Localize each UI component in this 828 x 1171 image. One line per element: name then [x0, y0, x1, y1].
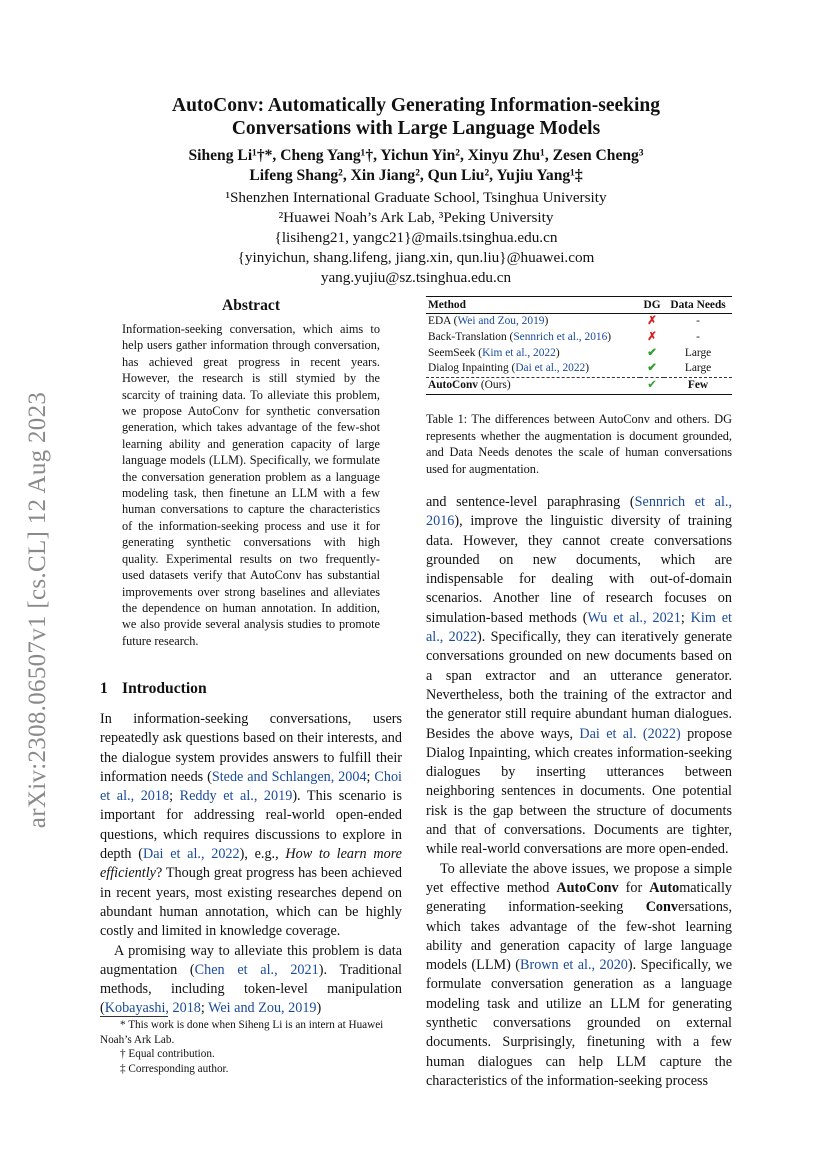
dg-cross-icon: ✗	[647, 330, 657, 343]
author-list	[100, 146, 732, 186]
data-needs-cell: Large	[684, 346, 712, 359]
text-run: ), e.g.,	[239, 846, 286, 863]
email-2: {yinyichun, shang.lifeng, jiang.xin, qun.liu}@huawei.com	[237, 249, 595, 266]
citation-link[interactable]: Dai et al., 2022	[142, 846, 240, 863]
method-name: SeemSeek	[428, 346, 476, 359]
right-paragraph-1: and sentence-level paraphrasing (Sennrich et al., 2016), improve the linguistic diversity of training data. However, they cannot create conversations grounded on new documents, which are indispensable for dealing with out-of-domain scenarios. Another line of research focuses on simulation-based methods (Wu et al., 2021; Kim et al., 2022). Specifically, they can iteratively generate conversations grounded on new documents based on a span extractor and an utterance generator. Nevertheless, both the training of the extractor and the generator still require abundant human dialogues. Besides the above ways, Dai et al. (2022) propose Dialog Inpainting, which creates information-seeking dialogues by inserting utterances between neighboring sentences in documents. One potential risk is the gap between the structure of documents and that of conversations. Documents are tighter, while real-world conversations are more open-ended.	[426, 494, 732, 858]
intro-paragraph-2: A promising way to alleviate this problem is data augmentation (Chen et al., 2021). Traditional methods, including token-level manipulation (Kobayashi, 2018; Wei and Zou, 2019)	[100, 942, 402, 1017]
dg-check-icon: ✔	[640, 378, 664, 395]
citation-link[interactable]: Chen et al., 2021	[194, 961, 319, 978]
citation-link[interactable]: Dai et al. (2022)	[579, 725, 681, 742]
ours-label: Ours	[484, 379, 507, 392]
method-name: EDA	[428, 315, 451, 327]
method-name: Back-Translation	[428, 330, 507, 343]
text-run: To alleviate the above issues, we propose a simple yet effective method	[426, 860, 732, 896]
method-cell: EDA (Wei and Zou, 2019)	[428, 315, 549, 327]
dg-check-icon: ✔	[647, 346, 657, 359]
affiliation-2: ²Huawei Noah’s Ark Lab, ³Peking University	[278, 209, 554, 226]
method-name: AutoConv	[428, 379, 479, 392]
table-header-row	[426, 297, 732, 314]
right-paragraph-2	[426, 860, 732, 1092]
table-caption: Table 1: The differences between AutoConv and others. DG represents whether the augmentation is document grounded, and Data Needs denotes the scale of human conversations used for augmentation.	[426, 412, 732, 476]
italic-phrase: How to learn more efficiently	[100, 846, 402, 882]
title-line-2: Conversations with Large Language Models	[231, 118, 601, 139]
table-row	[426, 346, 732, 362]
citation-link[interactable]: Choi et al., 2018	[100, 768, 402, 805]
text-run: ), improve the linguistic diversity of training data. However, they cannot create conversations grounded on new documents, which are indispensable for dealing with out-of-domain scenarios. Another line of research focuses on simulation-based methods (	[426, 513, 732, 626]
citation-link[interactable]: Reddy et al., 2019	[179, 788, 293, 805]
citation-link[interactable]: Stede and Schlangen, 2004	[211, 768, 367, 785]
method-cell: Dialog Inpainting (Dai et al., 2022)	[428, 362, 590, 375]
method-name: Dialog Inpainting	[428, 362, 509, 375]
footnotes	[100, 1018, 402, 1076]
bold-term: AutoConv	[556, 879, 619, 896]
right-column-body	[426, 493, 732, 1091]
title-line-1: AutoConv: Automatically Generating Information-seeking	[171, 95, 661, 116]
text-run: )	[316, 1000, 322, 1017]
section-title: Introduction	[122, 680, 207, 697]
citation-link[interactable]: Brown et al., 2020	[520, 957, 628, 974]
paper-title	[100, 94, 732, 140]
text-run: ). Traditional methods, including token-level manipulation (	[100, 961, 402, 1017]
intro-body	[100, 710, 402, 1019]
column-header-data-needs: Data Needs	[664, 297, 732, 314]
data-needs-cell: Large	[684, 362, 712, 375]
text-run: ). Specifically, they can iteratively generate conversations grounded on new documents based on a span extractor and an utterance generator. Nevertheless, both the training of the extractor and the generator still require abundant human dialogues. Besides the above ways,	[426, 629, 732, 742]
column-header-dg: DG	[640, 297, 664, 314]
table-row-ours	[426, 378, 732, 395]
bold-term: Conv	[645, 899, 679, 916]
text-run: propose Dialog Inpainting, which creates information-seeking dialogues by inserting utterances between neighboring sentences in documents. One potential risk is the gap between the structure of documents and that of conversations. Documents are tighter, while real-world conversations are more open-ended.	[426, 725, 732, 858]
text-run: In information-seeking conversations, users repeatedly ask questions based on their interests, and the dialogue system provides answers to fulfill their information needs (	[100, 711, 402, 785]
method-cell: SeemSeek (Kim et al., 2022)	[428, 346, 560, 359]
text-run: ). Specifically, we formulate conversation generation as a language modeling task and utilize an LLM for generating synthetic conversations grounded on external documents. Surprisingly, finetuning with a few human dialogues can help LLM capture the characteristics of the information-seeking process	[426, 957, 732, 1089]
citation-link[interactable]: Sennrich et al., 2016	[513, 330, 608, 343]
section-number: 1	[100, 680, 108, 697]
comparison-table	[426, 296, 732, 395]
text-run: for	[618, 879, 650, 896]
dg-check-icon: ✔	[647, 362, 657, 375]
footnote-divider	[100, 1016, 168, 1017]
citation-link[interactable]: Sennrich et al., 2016	[426, 494, 732, 530]
text-run: ). This scenario is important for addressing real-world open-ended questions, which requires discussions to explore in depth (	[100, 788, 402, 863]
data-needs-cell: -	[696, 330, 700, 343]
method-cell: AutoConv (Ours)	[426, 378, 640, 395]
abstract-text: Information-seeking conversation, which aims to help users gather information through conversation, has achieved great progress in recent years. However, the research is still stymied by the scarcity of training data. To alleviate this problem, we propose AutoConv for synthetic conversation generation, which takes advantage of the few-shot learning ability and generation capacity of large language models (LLM). Specifically, we formulate the conversation generation problem as a language modeling task, then finetune an LLM with a few human conversations to capture the characteristics of the information-seeking process and use it for generating synthetic conversations with high quality. Experimental results on two frequently-used datasets verify that AutoConv has substantial improvements over strong baselines and alleviates the dependence on human annotation. In addition, we also provide several analysis studies to promote future research.	[122, 322, 380, 648]
citation-link[interactable]: Kim et al., 2022	[482, 346, 556, 359]
citation-link[interactable]: Wei and Zou, 2019	[208, 1000, 317, 1017]
text-run: ersations, which takes advantage of the few-shot learning ability and generation capacity of large language models (LLM) (	[426, 899, 732, 974]
authors-line-1: Siheng Li¹†*, Cheng Yang¹†, Yichun Yin², Xinyu Zhu¹, Zesen Cheng³	[188, 147, 644, 164]
data-needs-cell: -	[696, 315, 700, 327]
column-header-method: Method	[426, 297, 640, 314]
text-run: matically generating information-seeking	[426, 879, 732, 916]
intro-paragraph-1: In information-seeking conversations, users repeatedly ask questions based on their interests, and the dialogue system provides answers to fulfill their information needs (Stede and Schlangen, 2004; Choi et al., 2018; Reddy et al., 2019). This scenario is important for addressing real-world open-ended questions, which requires discussions to explore in depth (Dai et al., 2022), e.g., How to learn more efficiently? Though great progress has been achieved in recent years, most existing researches depend on abundant human annotation, which can be highly costly and limited in knowledge coverage.	[100, 711, 402, 940]
citation-link[interactable]: Wei and Zou, 2019	[457, 315, 545, 327]
citation-link[interactable]: Kim et al., 2022	[426, 609, 732, 646]
data-needs-cell: Few	[664, 378, 732, 395]
table-row	[426, 314, 732, 330]
footnote-2: † Equal contribution.	[120, 1048, 215, 1061]
method-cell: Back-Translation (Sennrich et al., 2016)	[428, 330, 612, 343]
email-1: {lisiheng21, yangc21}@mails.tsinghua.edu.cn	[274, 229, 558, 246]
bold-term: Auto	[649, 879, 680, 896]
dg-cross-icon: ✗	[647, 315, 657, 327]
citation-link[interactable]: Dai et al., 2022	[515, 362, 586, 375]
citation-link[interactable]: Kobayashi, 2018	[104, 1000, 201, 1017]
footnote-3: ‡ Corresponding author.	[120, 1062, 229, 1075]
arxiv-identifier: arXiv:2308.06507v1 [cs.CL] 12 Aug 2023	[24, 391, 51, 829]
text-run: ? Though great progress has been achieved in recent years, most existing researches depend on abundant human annotation, which can be highly costly and limited in knowledge coverage.	[100, 865, 402, 940]
text-run: and sentence-level paraphrasing (	[426, 494, 635, 510]
arxiv-sidebar	[18, 360, 58, 860]
abstract-heading: Abstract	[221, 297, 281, 314]
table-row	[426, 361, 732, 377]
table-row	[426, 330, 732, 346]
text-run: A promising way to alleviate this problem is data augmentation (	[100, 942, 402, 978]
footnote-1: * This work is done when Siheng Li is an intern at Huawei Noah’s Ark Lab.	[100, 1019, 384, 1046]
citation-link[interactable]: Wu et al., 2021	[587, 609, 681, 626]
authors-line-2: Lifeng Shang², Xin Jiang², Qun Liu², Yujiu Yang¹‡	[249, 167, 583, 184]
affiliations	[100, 188, 732, 288]
affiliation-1: ¹Shenzhen International Graduate School, Tsinghua University	[225, 189, 607, 206]
section-heading-introduction	[100, 680, 402, 698]
email-3: yang.yujiu@sz.tsinghua.edu.cn	[320, 269, 512, 286]
